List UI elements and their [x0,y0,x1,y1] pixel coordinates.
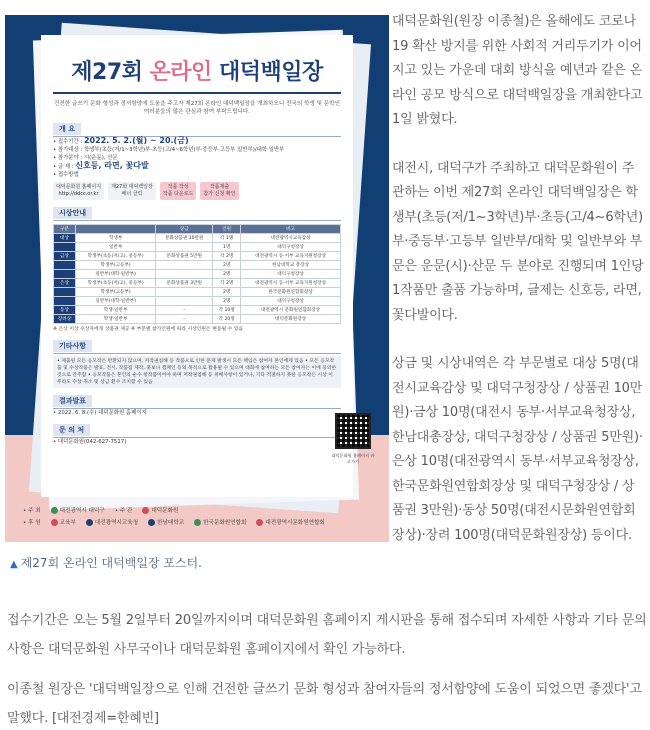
table-cell: 한국문화원연합회장상 [241,288,341,297]
title-divider [53,92,341,94]
support-item: 한국문화원연합회 [194,517,246,529]
table-cell: 대전광역시 문화원연합회장상 [241,306,341,315]
etc-notes: • 제출된 모든 응모작은 반환되지 않으며, 저작권침해 등 작품으로 인한 문제 발생시 모든 책임은 참여자 본인에게 있음 • 모든 응모작품 및 수상작품은 발표, 전시, 작품집 제작, 홍보나 캠페인 등의 목적으로 활용될 수 있으며 대회에 참여하는 모든 참여자는 이에 동의한 것으로 간주함 • 응모작품은 본인의 순수 창작품이어야 하며 저작권침해 등 위배사항이 있거나, 기타 적절하지 못한 응모작은 시상 이후라도 수상 취소 및 상금 환수 조치할 수 있음 [53,356,341,388]
table-row [54,270,341,279]
section-contact: 문 의 처 [53,423,341,438]
flow-step: 작품 작성 작품 다운로드 [160,182,197,200]
table-row [54,261,341,270]
table-cell: 문화상품권 5만원 [156,252,213,261]
table-cell [54,270,76,279]
section-etc: 기타사항 [53,339,341,354]
host-row: • 주 최 대전광역시 대덕구 • 주 관 대덕문화원 [23,505,373,517]
table-header: 구분 [54,225,76,234]
flow-step: 제27회 대덕백일장 배너 클릭 [108,182,156,200]
table-cell: - [156,315,213,324]
table-cell: 각 2명 [213,252,241,261]
support-row: • 후 원 교육부 대전광역시교육청 한남대학교 한국문화원연합회 대전광역시문화원연합회 [23,517,373,529]
table-row [54,297,341,306]
overview-period: • 접수기간 : 2022. 5. 2.(월) ~ 20.(금) [53,136,189,145]
table-cell: 2명 [213,270,241,279]
article-paragraph: 접수기간은 오는 5월 2일부터 20일까지이며 대덕문화원 홈페이지 게시판을 통해 접수되며 자세한 사항과 기타 문의사항은 대덕문화원 사무국이나 대덕문화원 홈페이지에서 확인 가능하다. [7,613,647,657]
table-cell: 한남대학교 총장상 [241,261,341,270]
article-paragraph: 대전시, 대덕구가 주최하고 대덕문화원이 주관하는 이번 제27회 온라인 대덕백일장은 학생부(초등(저/1~3학년)부·초등(고/4~6학년)부·중등부·고등부 일반부/대학 및 일반부와 부문은 운문(시)·산문 두 분야로 진행되며 1인당 1작품만 출품 가능하며, 글제는 신호등, 라면, 꽃다발이다. [392,160,644,323]
table-cell: 대상 [54,234,76,243]
table-cell: 대전광역시 동·서부 교육지원청장상 [241,252,341,261]
table-cell: 대덕구청장상 [241,270,341,279]
table-cell: 대덕구청장상 [241,297,341,306]
table-cell [156,261,213,270]
table-row [54,315,341,324]
section-awards: 시상안내 [53,206,341,221]
logo-icon [148,519,155,526]
table-cell: 금상 [54,252,76,261]
logo-icon [86,519,93,526]
table-cell: 2명 [213,288,241,297]
logo-icon [51,519,58,526]
poster-sheet [41,35,353,497]
support-item: 한남대학교 [148,517,184,529]
host-item: 대전광역시 대덕구 [51,505,105,517]
award-table [53,224,341,324]
submission-flow [53,182,341,200]
table-cell: 대덕문화원장상 [241,315,341,324]
table-cell: 일반부(대학·일반부) [76,297,156,306]
table-cell [54,297,76,306]
article-paragraph: 상금 및 시상내역은 각 부문별로 대상 5명(대전시교육감상 및 대덕구청장상 / 상품권 10만원)·금상 10명(대전시 동부·서부교육청장상, 한남대총장상, 대덕구청장상 / 상품권 5만원)·은상 10명(대전광역시 동부·서부교육청장상, 한국문화원연합회장상 및 대덕구청장상 / 상품권 3만원)·동상 50명(대전시문화원연합회장상)·장려 100명(대덕문화원장상) 등이다. [392,356,643,543]
article-paragraph: 대덕문화원(원장 이종철)은 올해에도 코로나 19 확산 방지를 위한 사회적 거리두기가 이어지고 있는 가운데 대회 방식을 예년과 같은 온라인 공모 방식으로 대덕백일장을 개최한다고 1일 밝혔다. [392,14,643,127]
support-item: 대전광역시교육청 [86,517,138,529]
table-cell [54,243,76,252]
table-cell: 대전광역시교육감상 [241,234,341,243]
table-cell: 문화상품권 10만원 [156,234,213,243]
table-cell: 2명 [213,297,241,306]
table-cell: 각 2명 [213,279,241,288]
logo-icon [194,519,201,526]
table-header: 상금 [156,225,213,234]
qr-code-icon [335,413,371,449]
table-header: 비고 [241,225,341,234]
table-cell [54,288,76,297]
support-item: 교육부 [51,517,76,529]
article-right-column [392,10,644,572]
table-cell [156,297,213,306]
overview-field: • 참가분야 : 시(운문), 산문 [53,155,118,161]
table-cell: 2명 [213,261,241,270]
table-cell: 문화상품권 3만원 [156,279,213,288]
table-cell: 학생·일반부 [76,315,156,324]
table-cell: 각 1명 [213,234,241,243]
table-header [76,225,156,234]
table-cell: 은상 [54,279,76,288]
table-cell: 대덕구청장상 [241,243,341,252]
poster-title: 제27회 온라인 대덕백일장 [71,60,323,85]
host-item: • 주 관 [114,508,133,514]
table-row [54,252,341,261]
table-row [54,279,341,288]
table-cell: 학생·일반부 [76,306,156,315]
table-cell: 학생부(고등부) [76,288,156,297]
table-cell: 학생부(초등(저/고), 중등부) [76,252,156,261]
triangle-up-icon: ▲ [10,559,18,570]
section-result: 결과발표 [53,394,341,409]
award-notes: ※ 은상 이상 수상자에게 상품권 제공 ※ 부문별 참가인원에 따라 시상인원은 변동될 수 있음 [53,327,244,332]
table-cell: 각 10명 [213,306,241,315]
article-paragraph: 이종철 원장은 '대덕백일장으로 인해 건전한 글쓰기 문화 형성과 참여자들의 정서함양에 도움이 되었으면 좋겠다'고 말했다. [대전경제=한혜빈] [7,682,642,726]
table-cell: 학생부(고등부) [76,261,156,270]
logo-icon [142,507,149,514]
overview-topic: • 글 제 : 신호등, 라면, 꽃다발 [53,161,149,170]
support-item: 대전광역시문화원연합회 [256,517,324,529]
table-cell [156,288,213,297]
result-date: • 2022. 6. 8.(수) 대덕문화원 홈페이지 [53,410,147,416]
table-cell: - [156,306,213,315]
table-cell: 학생부(초등(저/고), 중등부) [76,279,156,288]
overview-target: • 참가대상 : 학생부(초등(저/1~3학년)부·초등(고/4~6학년)부·중등부·고등부 일반부)/대학·일반부 [53,147,285,153]
table-cell: 각 20명 [213,315,241,324]
overview-method: • 접수방법 [53,172,79,178]
table-row [54,306,341,315]
table-row [54,243,341,252]
table-row [54,288,341,297]
qr-caption: 대덕문화원 홈페이지 바로가기 [331,453,375,464]
table-cell: 학생부 [76,234,156,243]
award-table-body [54,234,341,324]
flow-step: 작품제출 참가 신청 확인 [200,182,238,200]
table-cell: 1명 [213,243,241,252]
table-cell: 일반부 [76,243,156,252]
contact-info: • 대덕문화원(042-627-7517) [53,439,127,445]
host-item: 대덕문화원 [142,505,178,517]
table-cell: 일반부(대학·일반부) [76,270,156,279]
logo-icon [256,519,263,526]
table-cell: 대전광역시 동·서부 교육지원청장상 [241,279,341,288]
image-caption: ▲ 제27회 온라인 대덕백일장 포스터. [10,556,202,570]
table-cell: 동상 [54,306,76,315]
table-cell [156,270,213,279]
table-cell [54,261,76,270]
poster-image [5,15,389,542]
table-cell: 장려상 [54,315,76,324]
table-header: 인원 [213,225,241,234]
flow-step: 대덕문화원 홈페이지 http://ddcc.or.kr [53,182,104,200]
table-cell [156,243,213,252]
section-overview: 개 요 [53,122,341,137]
sponsor-list [23,505,373,529]
poster-intro: 건전한 글쓰기 문화 형성과 정서함양에 도움을 주고자 제27회 온라인 대덕백일장을 개최하오니 전국의 학생 및 문학인 여러분들의 많은 관심과 참여 부탁드립니다. [54,101,340,115]
table-row [54,234,341,243]
logo-icon [51,507,58,514]
